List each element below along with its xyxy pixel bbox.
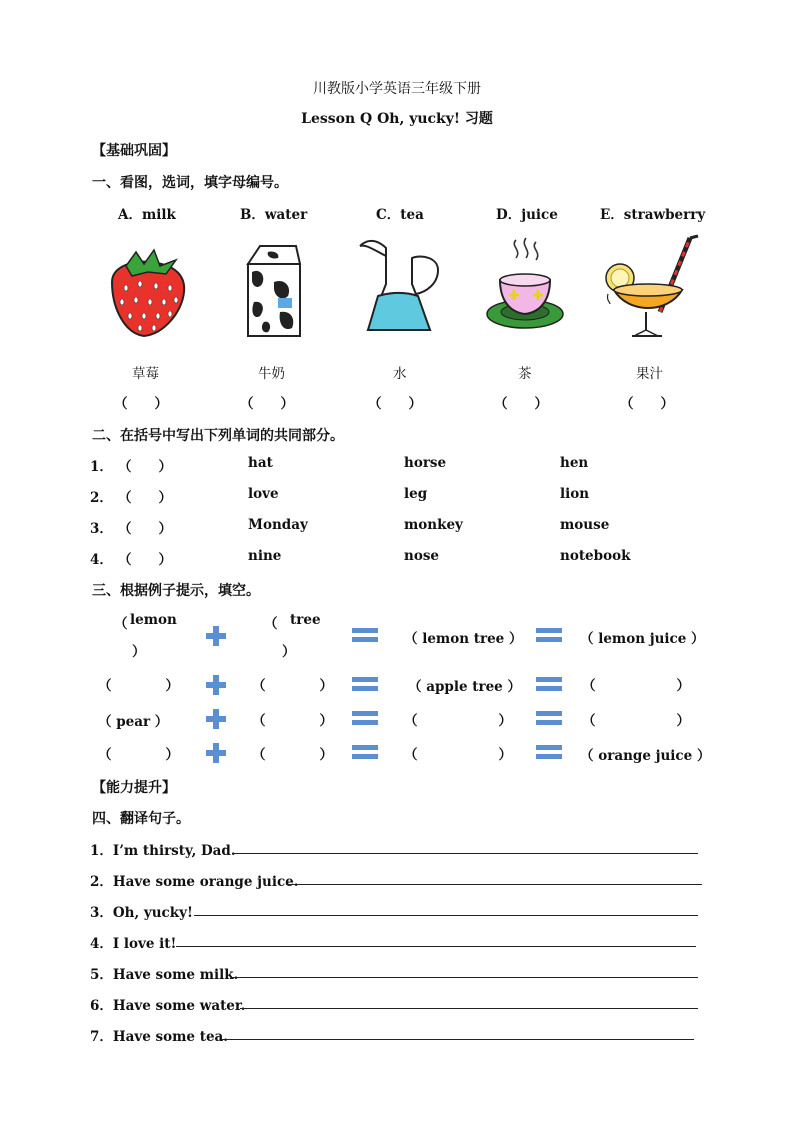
word: Monday: [248, 517, 308, 533]
part1-heading: 一、看图，选词，填字母编号。: [92, 175, 288, 191]
word: monkey: [404, 517, 463, 533]
common-part-blank[interactable]: （ ）: [118, 521, 172, 537]
result-orange-juice: （ orange juice ）: [580, 748, 711, 764]
answer-line-3[interactable]: [194, 915, 698, 916]
option-b: B．water: [240, 207, 308, 223]
sentence-2: 2．Have some orange juice.: [90, 874, 299, 890]
page-title: 川教版小学英语三年级下册: [313, 81, 481, 97]
equals-icon: [536, 677, 562, 691]
equals-icon: [352, 628, 378, 642]
section-advanced-heading: 【能力提升】: [92, 780, 176, 796]
sentence-7: 7．Have some tea.: [90, 1029, 228, 1045]
section-basic-heading: 【基础巩固】: [92, 143, 176, 159]
part3-heading: 三、根据例子提示，填空。: [92, 583, 260, 599]
option-a: A．milk: [118, 207, 176, 223]
option-e: E．strawberry: [600, 207, 706, 223]
sentence-5: 5．Have some milk.: [90, 967, 239, 983]
word: nose: [404, 548, 440, 564]
answer-line-6[interactable]: [240, 1008, 698, 1009]
paren-close: ）: [132, 644, 146, 660]
row-number: 4．: [90, 552, 113, 568]
answer-line-4[interactable]: [176, 946, 696, 947]
answer-line-2[interactable]: [286, 884, 702, 885]
plus-icon: [206, 675, 226, 695]
label-strawberry: 草莓: [132, 366, 159, 382]
label-milk: 牛奶: [258, 366, 285, 382]
fill-blank[interactable]: （ ）: [98, 678, 179, 694]
answer-blank-4[interactable]: （ ）: [494, 396, 548, 412]
paren-open: （: [264, 616, 278, 632]
word: hat: [248, 455, 273, 471]
label-water: 水: [393, 366, 407, 382]
part4-heading: 四、翻译句子。: [92, 811, 190, 827]
word: leg: [404, 486, 428, 502]
sentence-6: 6．Have some water.: [90, 998, 246, 1014]
row-number: 2．: [90, 490, 113, 506]
answer-line-1[interactable]: [232, 853, 698, 854]
word: mouse: [560, 517, 610, 533]
word-pear: （ pear ）: [98, 714, 169, 730]
result-lemon-juice: （ lemon juice ）: [580, 631, 705, 647]
option-c: C．tea: [376, 207, 424, 223]
answer-line-7[interactable]: [222, 1039, 694, 1040]
word: horse: [404, 455, 447, 471]
word: notebook: [560, 548, 631, 564]
result-apple-tree: （ apple tree ）: [408, 679, 521, 695]
milk-carton-icon: [240, 242, 304, 340]
equals-icon: [352, 711, 378, 725]
paren-close: ）: [282, 644, 296, 660]
answer-blank-1[interactable]: （ ）: [114, 396, 168, 412]
fill-blank[interactable]: （ ）: [582, 713, 690, 729]
tea-cup-icon: [484, 236, 566, 336]
row-number: 3．: [90, 521, 113, 537]
plus-icon: [206, 709, 226, 729]
word-lemon: lemon: [130, 612, 177, 628]
fill-blank[interactable]: （ ）: [252, 678, 333, 694]
answer-blank-3[interactable]: （ ）: [368, 396, 422, 412]
word: nine: [248, 548, 282, 564]
common-part-blank[interactable]: （ ）: [118, 490, 172, 506]
word: lion: [560, 486, 590, 502]
common-part-blank[interactable]: （ ）: [118, 459, 172, 475]
equals-icon: [536, 711, 562, 725]
answer-blank-2[interactable]: （ ）: [240, 396, 294, 412]
result-lemon-tree: （ lemon tree ）: [404, 631, 523, 647]
equals-icon: [352, 677, 378, 691]
label-juice: 果汁: [636, 366, 663, 382]
plus-icon: [206, 743, 226, 763]
answer-blank-5[interactable]: （ ）: [620, 396, 674, 412]
answer-line-5[interactable]: [232, 977, 698, 978]
strawberry-icon: [104, 244, 192, 340]
fill-blank[interactable]: （ ）: [404, 747, 512, 763]
equals-icon: [536, 628, 562, 642]
part2-heading: 二、在括号中写出下列单词的共同部分。: [92, 428, 344, 444]
fill-blank[interactable]: （ ）: [252, 747, 333, 763]
word: hen: [560, 455, 589, 471]
sentence-1: 1．I’m thirsty, Dad.: [90, 843, 236, 859]
fill-blank[interactable]: （ ）: [404, 713, 512, 729]
fill-blank[interactable]: （ ）: [582, 678, 690, 694]
common-part-blank[interactable]: （ ）: [118, 552, 172, 568]
label-tea: 茶: [518, 366, 532, 382]
fill-blank[interactable]: （ ）: [98, 747, 179, 763]
water-jug-icon: [356, 236, 442, 338]
word: love: [248, 486, 279, 502]
lesson-subtitle: Lesson Q Oh, yucky! 习题: [301, 111, 493, 127]
juice-glass-icon: [598, 232, 706, 342]
row-number: 1．: [90, 459, 113, 475]
option-d: D．juice: [496, 207, 558, 223]
fill-blank[interactable]: （ ）: [252, 713, 333, 729]
plus-icon: [206, 626, 226, 646]
paren-open: （: [114, 616, 128, 632]
equals-icon: [536, 745, 562, 759]
sentence-4: 4．I love it!: [90, 936, 177, 952]
word-tree: tree: [290, 612, 321, 628]
equals-icon: [352, 745, 378, 759]
sentence-3: 3．Oh, yucky!: [90, 905, 193, 921]
